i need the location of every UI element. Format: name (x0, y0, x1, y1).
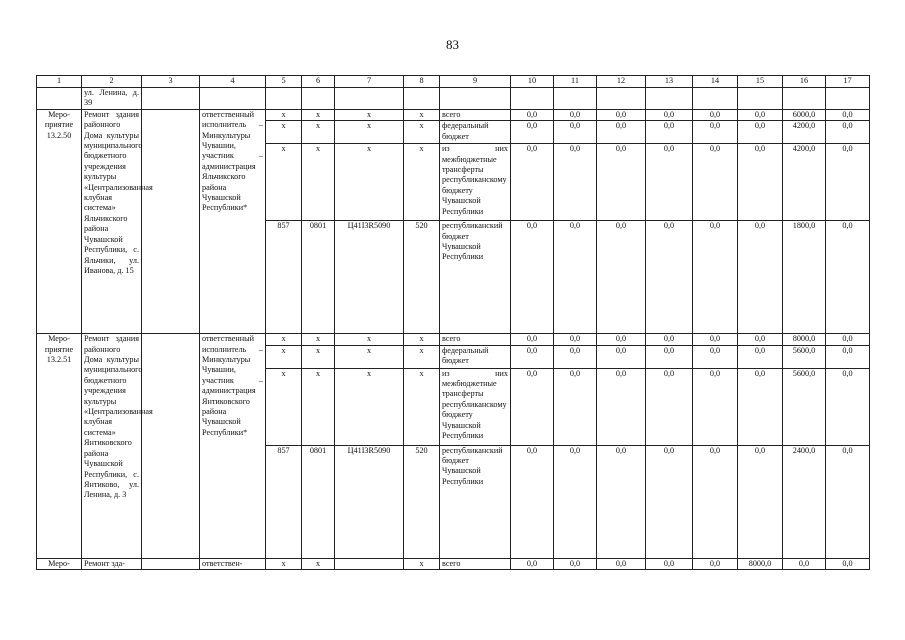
amount-cell: 0,0 (597, 445, 646, 558)
responsible-cell: ответственный исполнитель – Минкультуры Чувашии, участник – администрация Яльчикского района Чувашской Республики* (200, 109, 266, 333)
column-header: 3 (142, 76, 200, 88)
amount-cell: 0,0 (511, 221, 554, 334)
amount-cell: 0,0 (646, 558, 693, 569)
code-cell: 857 (266, 445, 302, 558)
column-header: 8 (404, 76, 440, 88)
code-cell: x (335, 368, 404, 445)
funding-source-cell: республиканский бюджет Чувашской Республики (440, 445, 511, 558)
amount-cell: 0,0 (738, 109, 783, 120)
column-header: 10 (511, 76, 554, 88)
amount-cell: 0,0 (783, 558, 826, 569)
page-number: 83 (446, 37, 459, 52)
column-header: 14 (693, 76, 738, 88)
amount-cell: 0,0 (597, 558, 646, 569)
code-cell: x (404, 109, 440, 120)
code-cell: x (302, 558, 335, 569)
amount-cell: 0,0 (554, 334, 597, 345)
amount-cell: 0,0 (646, 368, 693, 445)
code-cell: x (266, 334, 302, 345)
code-cell: 520 (404, 445, 440, 558)
code-cell: Ц41I3R5090 (335, 445, 404, 558)
amount-cell: 0,0 (693, 221, 738, 334)
budget-table (36, 75, 870, 570)
funding-source-cell: из них межбюджетные трансферты республиканскому бюджету Чувашской Республики (440, 368, 511, 445)
amount-cell: 8000,0 (738, 558, 783, 569)
table-body (37, 88, 870, 570)
amount-cell: 0,0 (826, 445, 870, 558)
amount-cell: 0,0 (826, 121, 870, 144)
amount-cell: 0,0 (646, 345, 693, 368)
amount-cell: 0,0 (554, 345, 597, 368)
code-cell: x (266, 121, 302, 144)
carryover-name-cell: ул. Ленина, д. 39 (82, 88, 142, 110)
funding-source-cell: федеральный бюджет (440, 345, 511, 368)
amount-cell: 8000,0 (783, 334, 826, 345)
amount-cell: 0,0 (693, 445, 738, 558)
amount-cell: 0,0 (511, 445, 554, 558)
code-cell: x (302, 144, 335, 221)
code-cell: x (335, 334, 404, 345)
amount-cell: 0,0 (826, 109, 870, 120)
amount-cell: 0,0 (826, 144, 870, 221)
code-cell: x (266, 345, 302, 368)
amount-cell: 5600,0 (783, 368, 826, 445)
amount-cell: 0,0 (511, 334, 554, 345)
amount-cell: 0,0 (646, 144, 693, 221)
carryover-event-cell (37, 88, 82, 110)
code-cell: x (302, 345, 335, 368)
code-cell: x (404, 368, 440, 445)
amount-cell: 0,0 (738, 445, 783, 558)
code-cell: x (302, 334, 335, 345)
amount-cell: 0,0 (597, 121, 646, 144)
amount-cell: 5600,0 (783, 345, 826, 368)
funding-source-cell: всего (440, 334, 511, 345)
amount-cell: 0,0 (597, 334, 646, 345)
amount-cell: 0,0 (511, 368, 554, 445)
column-header: 7 (335, 76, 404, 88)
amount-cell: 0,0 (646, 334, 693, 345)
code-cell: Ц41I3R5090 (335, 221, 404, 334)
amount-cell: 0,0 (738, 334, 783, 345)
event-cell: Меро-приятие 13.2.50 (37, 109, 82, 333)
column-header: 2 (82, 76, 142, 88)
funding-source-cell: республиканский бюджет Чувашской Республики (440, 221, 511, 334)
amount-cell: 0,0 (511, 558, 554, 569)
funding-source-cell: всего (440, 109, 511, 120)
amount-cell: 0,0 (738, 121, 783, 144)
code-cell: x (404, 121, 440, 144)
column-header: 13 (646, 76, 693, 88)
amount-cell: 0,0 (646, 445, 693, 558)
code-cell: x (335, 109, 404, 120)
responsible-cell: ответствен- (200, 558, 266, 569)
column-header: 1 (37, 76, 82, 88)
column-header: 9 (440, 76, 511, 88)
blank-cell (142, 334, 200, 558)
column-header: 6 (302, 76, 335, 88)
amount-cell: 0,0 (597, 221, 646, 334)
code-cell: x (404, 345, 440, 368)
amount-cell: 0,0 (554, 121, 597, 144)
funding-source-cell: из них межбюджетные трансферты республиканскому бюджету Чувашской Республики (440, 144, 511, 221)
responsible-cell: ответственный исполнитель – Минкультуры Чувашии, участник – администрация Янтиковского района Чувашской Республики* (200, 334, 266, 558)
amount-cell: 4200,0 (783, 144, 826, 221)
amount-cell: 1800,0 (783, 221, 826, 334)
column-header: 4 (200, 76, 266, 88)
amount-cell: 0,0 (826, 368, 870, 445)
code-cell: x (266, 109, 302, 120)
amount-cell: 0,0 (646, 109, 693, 120)
amount-cell: 0,0 (693, 144, 738, 221)
amount-cell: 0,0 (554, 445, 597, 558)
column-header: 16 (783, 76, 826, 88)
code-cell: x (302, 109, 335, 120)
amount-cell: 0,0 (826, 345, 870, 368)
code-cell: x (266, 144, 302, 221)
event-cell: Меро-приятие 13.2.51 (37, 334, 82, 558)
amount-cell: 0,0 (738, 144, 783, 221)
amount-cell: 0,0 (511, 345, 554, 368)
code-cell: x (335, 345, 404, 368)
amount-cell: 0,0 (554, 221, 597, 334)
amount-cell: 0,0 (597, 144, 646, 221)
column-header: 15 (738, 76, 783, 88)
code-cell: 857 (266, 221, 302, 334)
funding-source-cell: всего (440, 558, 511, 569)
amount-cell: 0,0 (693, 368, 738, 445)
amount-cell: 0,0 (646, 221, 693, 334)
amount-cell: 0,0 (693, 558, 738, 569)
amount-cell: 0,0 (511, 109, 554, 120)
code-cell: x (404, 144, 440, 221)
column-header: 12 (597, 76, 646, 88)
code-cell: 520 (404, 221, 440, 334)
code-cell: x (335, 144, 404, 221)
amount-cell: 0,0 (826, 221, 870, 334)
code-cell: 0801 (302, 445, 335, 558)
code-cell: x (335, 121, 404, 144)
amount-cell: 0,0 (554, 109, 597, 120)
amount-cell: 2400,0 (783, 445, 826, 558)
amount-cell: 0,0 (511, 144, 554, 221)
amount-cell: 0,0 (738, 368, 783, 445)
amount-cell: 0,0 (693, 121, 738, 144)
code-cell: x (266, 368, 302, 445)
amount-cell: 0,0 (597, 109, 646, 120)
code-cell (335, 558, 404, 569)
code-cell: x (302, 121, 335, 144)
table-row (37, 109, 870, 120)
amount-cell: 0,0 (826, 558, 870, 569)
header-row (37, 76, 870, 88)
funding-source-cell: федеральный бюджет (440, 121, 511, 144)
amount-cell: 0,0 (554, 558, 597, 569)
amount-cell: 0,0 (554, 368, 597, 445)
amount-cell: 0,0 (738, 345, 783, 368)
amount-cell: 0,0 (597, 368, 646, 445)
code-cell: x (404, 558, 440, 569)
amount-cell: 0,0 (646, 121, 693, 144)
amount-cell: 0,0 (738, 221, 783, 334)
column-header: 11 (554, 76, 597, 88)
event-name-cell: Ремонт зда- (82, 558, 142, 569)
event-name-cell: Ремонт здания районного Дома культуры муниципального бюджетного учреждения культуры «Централизованная клубная система» Яльчикского района Чувашской Республики, с. Яльчики, ул. Иванова, д. 15 (82, 109, 142, 333)
amount-cell: 0,0 (693, 109, 738, 120)
amount-cell: 0,0 (826, 334, 870, 345)
carryover-row (37, 88, 870, 110)
amount-cell: 0,0 (597, 345, 646, 368)
blank-cell (142, 109, 200, 333)
amount-cell: 0,0 (693, 345, 738, 368)
amount-cell: 6000,0 (783, 109, 826, 120)
event-name-cell: Ремонт здания районного Дома культуры муниципального бюджетного учреждения культуры «Централизованная клубная система» Янтиковского района Чувашской Республики, с. Янтиково, ул. Ленина, д. 3 (82, 334, 142, 558)
table-row (37, 334, 870, 345)
code-cell: 0801 (302, 221, 335, 334)
amount-cell: 0,0 (554, 144, 597, 221)
column-header: 5 (266, 76, 302, 88)
amount-cell: 0,0 (511, 121, 554, 144)
code-cell: x (266, 558, 302, 569)
amount-cell: 0,0 (693, 334, 738, 345)
table-row (37, 558, 870, 569)
blank-cell (142, 558, 200, 569)
amount-cell: 4200,0 (783, 121, 826, 144)
code-cell: x (404, 334, 440, 345)
column-header: 17 (826, 76, 870, 88)
code-cell: x (302, 368, 335, 445)
event-cell: Меро- (37, 558, 82, 569)
